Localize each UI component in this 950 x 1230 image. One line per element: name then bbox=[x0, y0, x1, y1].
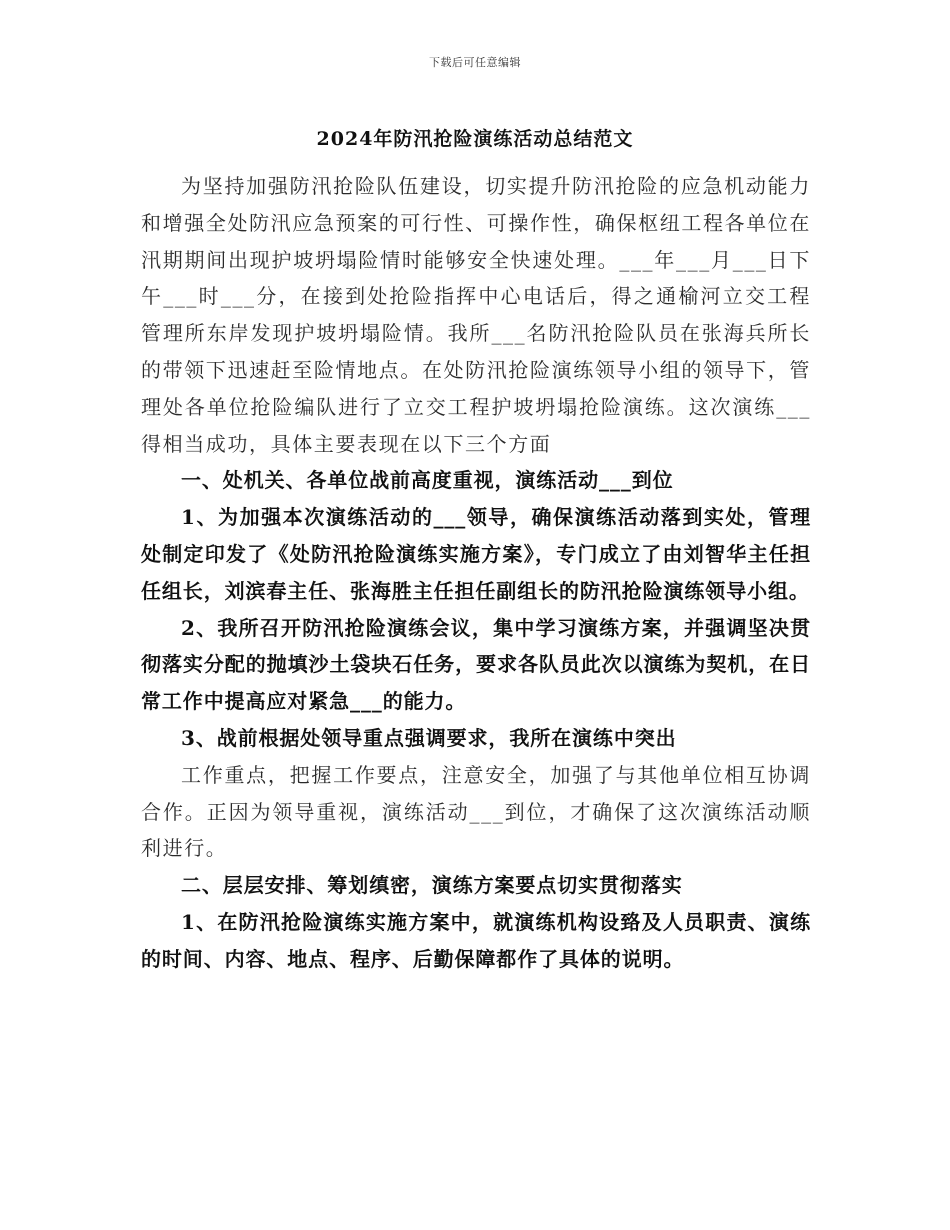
paragraph-point-2-1: 1、在防汛抢险演练实施方案中，就演练机构设臵及人员职责、演练的时间、内容、地点、程序、后勤保障都作了具体的说明。 bbox=[141, 909, 811, 971]
paragraph-intro: 为坚持加强防汛抢险队伍建设，切实提升防汛抢险的应急机动能力和增强全处防汛应急预案的可行性、可操作性，确保枢纽工程各单位在汛期期间出现护坡坍塌险情时能够安全快速处理。___年___月___日下午___时___分，在接到处抢险指挥中心电话后，得之通榆河立交工程管理所东岸发现护坡坍塌险情。我所___名防汛抢险队员在张海兵所长的带领下迅速赶至险情地点。在处防汛抢险演练领导小组的领导下，管理处各单位抢险编队进行了立交工程护坡坍塌抢险演练。这次演练___得相当成功，具体主要表现在以下三个方面 bbox=[141, 174, 811, 456]
header-note: 下载后可任意编辑 bbox=[429, 56, 521, 69]
paragraph-point-1-1: 1、为加强本次演练活动的___领导，确保演练活动落到实处，管理处制定印发了《处防汛抢险演练实施方案》，专门成立了由刘智华主任担任组长，刘滨春主任、张海胜主任担任副组长的防汛抢险演练领导小组。 bbox=[141, 505, 811, 603]
paragraph-point-1-3: 3、战前根据处领导重点强调要求，我所在演练中突出 bbox=[181, 725, 677, 750]
paragraph-point-1-2: 2、我所召开防汛抢险演练会议，集中学习演练方案，并强调坚决贯彻落实分配的抛填沙土袋块石任务，要求各队员此次以演练为契机，在日常工作中提高应对紧急___的能力。 bbox=[141, 615, 811, 714]
section-heading-1: 一、处机关、各单位战前高度重视，演练活动___到位 bbox=[181, 468, 674, 493]
document-title: 2024年防汛抢险演练活动总结范文 bbox=[316, 128, 634, 150]
document-body bbox=[141, 168, 811, 978]
section-heading-2: 二、层层安排、筹划缜密，演练方案要点切实贯彻落实 bbox=[181, 873, 683, 898]
paragraph-point-1-3-continued: 工作重点，把握工作要点，注意安全，加强了与其他单位相互协调合作。正因为领导重视，演练活动___到位，才确保了这次演练活动顺利进行。 bbox=[141, 762, 811, 861]
